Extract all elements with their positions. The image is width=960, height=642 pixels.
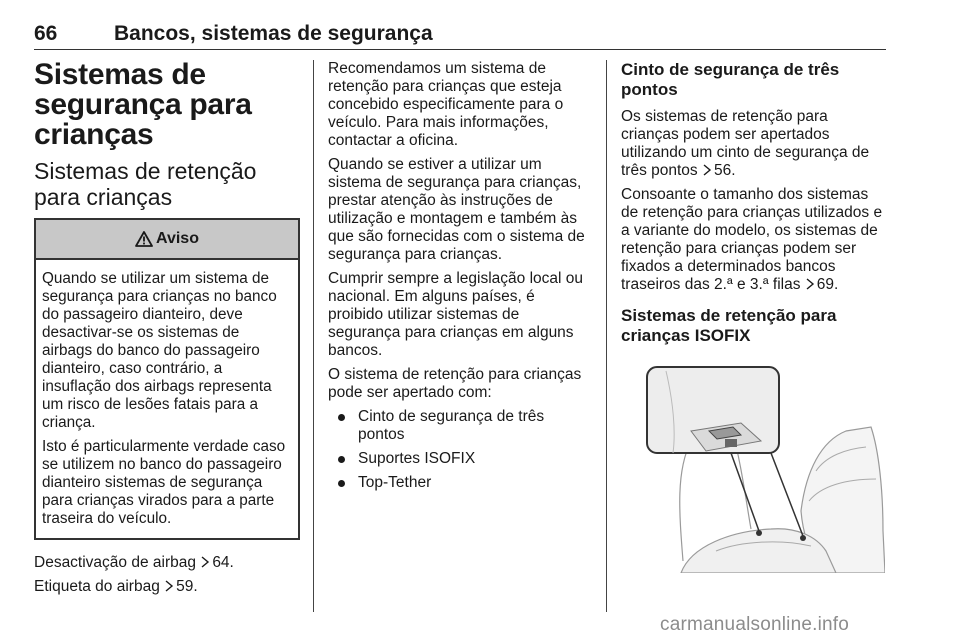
list-item [328, 474, 590, 492]
warning-body [36, 260, 298, 538]
cross-reference [34, 578, 300, 596]
section-heading: Sistemas de retenção para crianças ISOFIX [621, 306, 837, 345]
header-rule [34, 49, 886, 50]
running-title: Bancos, sistemas de segurança [114, 22, 433, 45]
page-reference-icon [702, 164, 712, 176]
warning-header [36, 220, 298, 260]
body-text: Consoante o tamanho dos sistemas de retenção para crianças utilizados e a variante do modelo, os sistemas de retenção para crianças podem ser fixados a determinados bancos traseiros das 2.ª e 3.ª filas [621, 186, 883, 293]
cross-reference-page[interactable]: 69. [816, 276, 839, 293]
body-paragraph [621, 186, 887, 294]
section-title: Sistemas de segurança para crianças [34, 58, 252, 151]
section-subtitle: Sistemas de retenção para crianças [34, 158, 257, 210]
cross-reference [34, 554, 300, 572]
cross-reference-page[interactable]: 59. [176, 578, 198, 595]
body-paragraph: Quando se estiver a utilizar um sistema de segurança para crianças, prestar atenção às instruções de utilização e montagem e também às que são fornecidas com o sistema de segurança para crianças. [328, 156, 585, 263]
section-heading: Cinto de segurança de três pontos [621, 60, 840, 99]
page-reference-icon [805, 278, 815, 290]
cross-reference-page[interactable]: 56. [714, 162, 736, 179]
body-paragraph [621, 108, 887, 180]
warning-label: Aviso [156, 230, 199, 247]
page-reference-icon [164, 580, 174, 592]
column-divider [313, 60, 314, 612]
column-divider [606, 60, 607, 612]
page-header [34, 22, 886, 50]
warning-paragraph: Isto é particularmente verdade caso se utilizem no banco do passageiro dianteiro sistemas de segurança para crianças virados para a parte traseira do veículo. [42, 438, 286, 527]
watermark: carmanualsonline.info [660, 614, 850, 635]
isofix-seat-illustration [621, 361, 885, 573]
cross-reference-page[interactable]: 64. [212, 554, 234, 571]
bullet-list [328, 408, 590, 492]
body-text: Os sistemas de retenção para crianças podem ser apertados utilizando um cinto de segurança de três pontos [621, 108, 870, 179]
page-reference-icon [200, 556, 210, 568]
warning-triangle-icon [135, 231, 153, 247]
column-1 [34, 60, 300, 602]
list-item [328, 408, 590, 444]
body-paragraph: Cumprir sempre a legislação local ou nacional. Em alguns países, é proibido utilizar sistemas de segurança para crianças em alguns bancos. [328, 270, 584, 359]
seat-drawing [621, 361, 885, 573]
warning-box [34, 218, 300, 540]
bullet-icon [338, 414, 345, 421]
page-number: 66 [34, 22, 58, 45]
cross-reference-text: Desactivação de airbag [34, 554, 196, 571]
cross-reference-text: Etiqueta do airbag [34, 578, 160, 595]
body-paragraph: Recomendamos um sistema de retenção para crianças que esteja concebido especificamente para o veículo. Para mais informações, contactar a oficina. [328, 60, 564, 149]
column-3 [621, 60, 887, 354]
bullet-icon [338, 480, 345, 487]
bullet-icon [338, 456, 345, 463]
list-item-text: Cinto de segurança de três pontos [358, 408, 545, 443]
body-paragraph: O sistema de retenção para crianças pode ser apertado com: [328, 366, 582, 401]
warning-paragraph: Quando se utilizar um sistema de segurança para crianças no banco do passageiro dianteiro, deve desactivar-se os sistemas de airbags do banco do passageiro dianteiro, caso contrário, a insuflação dos airbags representa um risco de lesões fatais para a criança. [42, 270, 277, 431]
column-2 [328, 60, 590, 498]
list-item [328, 450, 590, 468]
list-item-text: Top-Tether [358, 474, 432, 491]
list-item-text: Suportes ISOFIX [358, 450, 476, 467]
